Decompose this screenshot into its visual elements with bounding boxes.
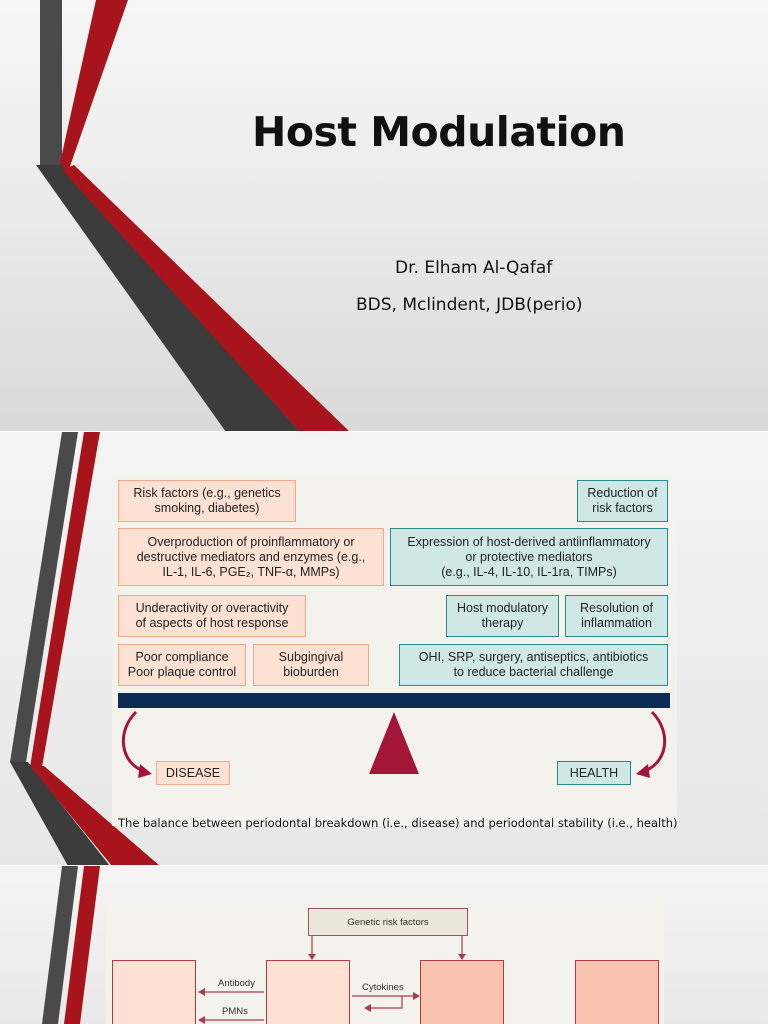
fulcrum-triangle: [369, 712, 419, 774]
title-slide: [0, 0, 768, 432]
resolution-inflammation-box: Resolution of inflammation: [565, 595, 668, 637]
pathogenesis-slide: [0, 866, 768, 1024]
genetic-risk-box: Genetic risk factors: [308, 908, 468, 936]
antiinflammatory-mediators-box: Expression of host-derived antiinflammatory or protective mediators (e.g., IL-4, IL-10, IL-1ra, TIMPs): [390, 528, 668, 586]
pathogenesis-arrows: [106, 902, 664, 1024]
overproduction-mediators-box: Overproduction of proinflammatory or destructive mediators and enzymes (e.g., IL-1, IL-6, PGE₂, TNF-α, MMPs): [118, 528, 384, 586]
author-name: Dr. Elham Al-Qafaf: [395, 258, 553, 278]
figure-caption: The balance between periodontal breakdown (i.e., disease) and periodontal stability (i.e., health): [118, 816, 678, 830]
health-label: HEALTH: [557, 761, 631, 785]
disease-label: DISEASE: [156, 761, 230, 785]
disease-arrow: [123, 712, 146, 772]
risk-factors-box: Risk factors (e.g., genetics smoking, diabetes): [118, 480, 296, 522]
author-credentials: BDS, Mclindent, JDB(perio): [356, 295, 583, 315]
subgingival-bioburden-box: Subgingival bioburden: [253, 644, 369, 686]
cytokines-label: Cytokines: [362, 982, 404, 993]
balance-figure: [112, 474, 677, 826]
host-modulatory-therapy-box: Host modulatory therapy: [446, 595, 559, 637]
health-arrow: [642, 712, 665, 772]
host-response-box: Underactivity or overactivity of aspects of host response: [118, 595, 306, 637]
slide-title: Host Modulation: [252, 108, 626, 156]
pathogenesis-figure: [106, 902, 664, 1024]
pmns-label: PMNs: [222, 1006, 248, 1017]
bacterial-challenge-box: OHI, SRP, surgery, antiseptics, antibiotics to reduce bacterial challenge: [399, 644, 668, 686]
balance-slide: [0, 432, 768, 866]
poor-compliance-box: Poor compliance Poor plaque control: [118, 644, 246, 686]
reduction-risk-factors-box: Reduction of risk factors: [577, 480, 668, 522]
decorative-stripes: [0, 0, 768, 432]
antibody-label: Antibody: [218, 978, 255, 989]
